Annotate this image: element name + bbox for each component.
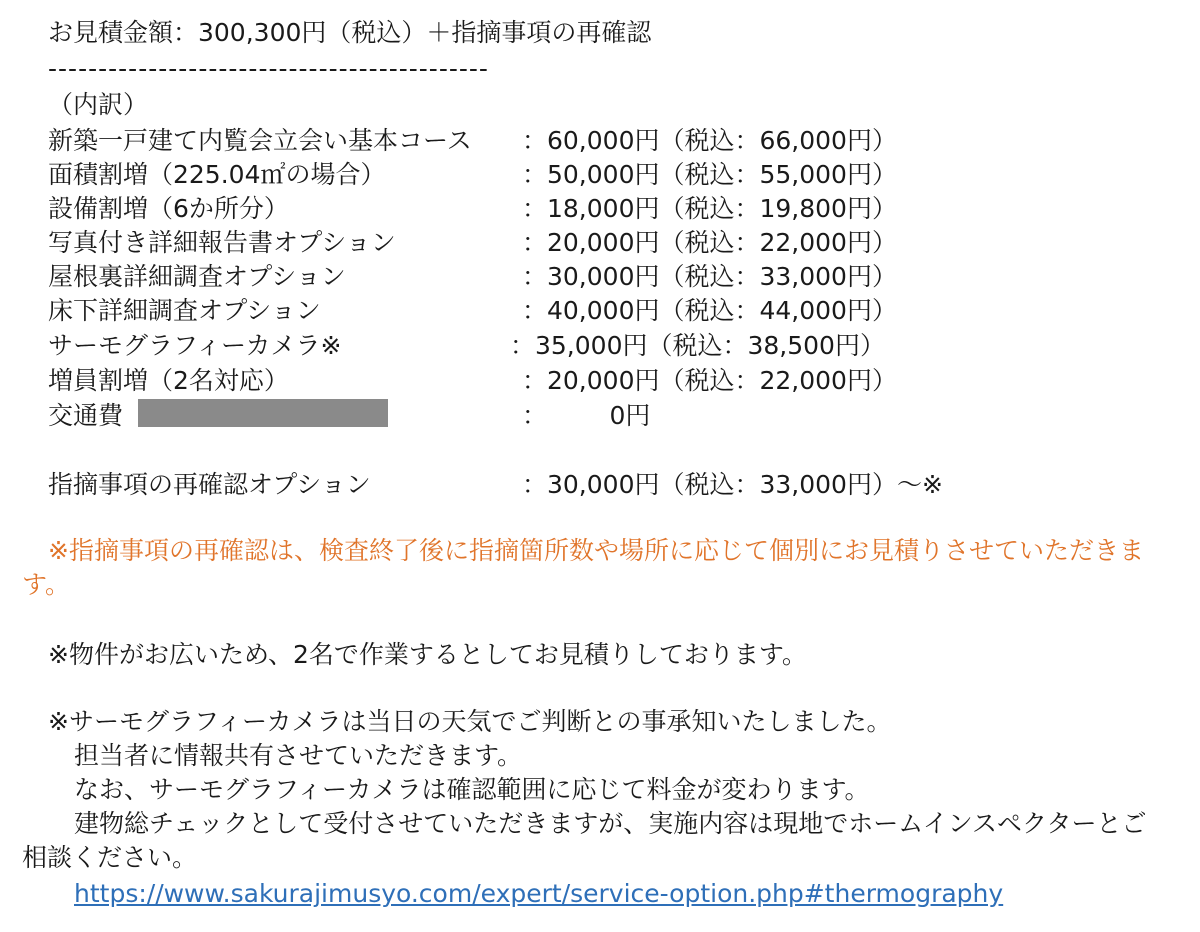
item-amount: ：30,000円（税込：33,000円） <box>522 262 897 291</box>
line-item <box>0 189 1200 223</box>
breakdown-label: （内訳） <box>48 90 149 119</box>
thermo-note-line5: 相談ください。 <box>22 843 198 872</box>
item-label: 面積割増（225.04㎡の場合） <box>48 160 386 189</box>
line-item <box>0 223 1200 257</box>
item-label: 床下詳細調査オプション <box>48 296 321 325</box>
line-item <box>0 121 1200 155</box>
recheck-amount: ：30,000円（税込：33,000円）～※ <box>522 470 943 499</box>
separator-line: -------------------------------------------- <box>48 54 489 83</box>
redaction-block <box>138 399 388 427</box>
item-amount: ：20,000円（税込：22,000円） <box>522 228 897 257</box>
item-amount: ：60,000円（税込：66,000円） <box>522 126 897 155</box>
item-label: サーモグラフィーカメラ※ <box>48 331 342 360</box>
recheck-option-row <box>0 465 1200 499</box>
thermo-note-line2: 担当者に情報共有させていただきます。 <box>74 741 523 770</box>
line-item <box>0 155 1200 189</box>
recheck-note-line1: ※指摘事項の再確認は、検査終了後に指摘箇所数や場所に応じて個別にお見積りさせていただきま <box>48 536 1144 565</box>
thermo-note-line4: 建物総チェックとして受付させていただきますが、実施内容は現地でホームインスペクターとご <box>74 809 1147 838</box>
estimate-title: お見積金額：300,300円（税込）＋指摘事項の再確認 <box>48 18 652 47</box>
item-label: 増員割増（2名対応） <box>48 366 289 395</box>
line-item <box>0 291 1200 325</box>
item-label: 屋根裏詳細調査オプション <box>48 262 346 291</box>
thermo-note-line3: なお、サーモグラフィーカメラは確認範囲に応じて料金が変わります。 <box>74 775 870 804</box>
item-label: 交通費 <box>48 401 124 430</box>
item-label: 写真付き詳細報告書オプション <box>48 228 396 257</box>
thermo-note-line1: ※サーモグラフィーカメラは当日の天気でご判断との事承知いたしました。 <box>48 707 892 736</box>
line-item <box>0 257 1200 291</box>
item-label: 設備割増（6か所分） <box>48 194 289 223</box>
item-label: 新築一戸建て内覧会立会い基本コース <box>48 126 472 155</box>
item-amount: ：35,000円（税込：38,500円） <box>510 331 885 360</box>
thermography-link[interactable]: https://www.sakurajimusyo.com/expert/service-option.php#thermography <box>74 879 1004 908</box>
item-amount: ：18,000円（税込：19,800円） <box>522 194 897 223</box>
staff-note: ※物件がお広いため、2名で作業するとしてお見積りしております。 <box>48 640 807 669</box>
item-amount: ：40,000円（税込：44,000円） <box>522 296 897 325</box>
item-amount: ：20,000円（税込：22,000円） <box>522 366 897 395</box>
recheck-label: 指摘事項の再確認オプション <box>48 470 371 499</box>
item-amount: ： 0円 <box>522 401 651 430</box>
line-item <box>0 396 1200 430</box>
item-amount: ：50,000円（税込：55,000円） <box>522 160 897 189</box>
recheck-note-line2: す。 <box>22 570 71 599</box>
line-item <box>0 326 1200 360</box>
line-item <box>0 361 1200 395</box>
